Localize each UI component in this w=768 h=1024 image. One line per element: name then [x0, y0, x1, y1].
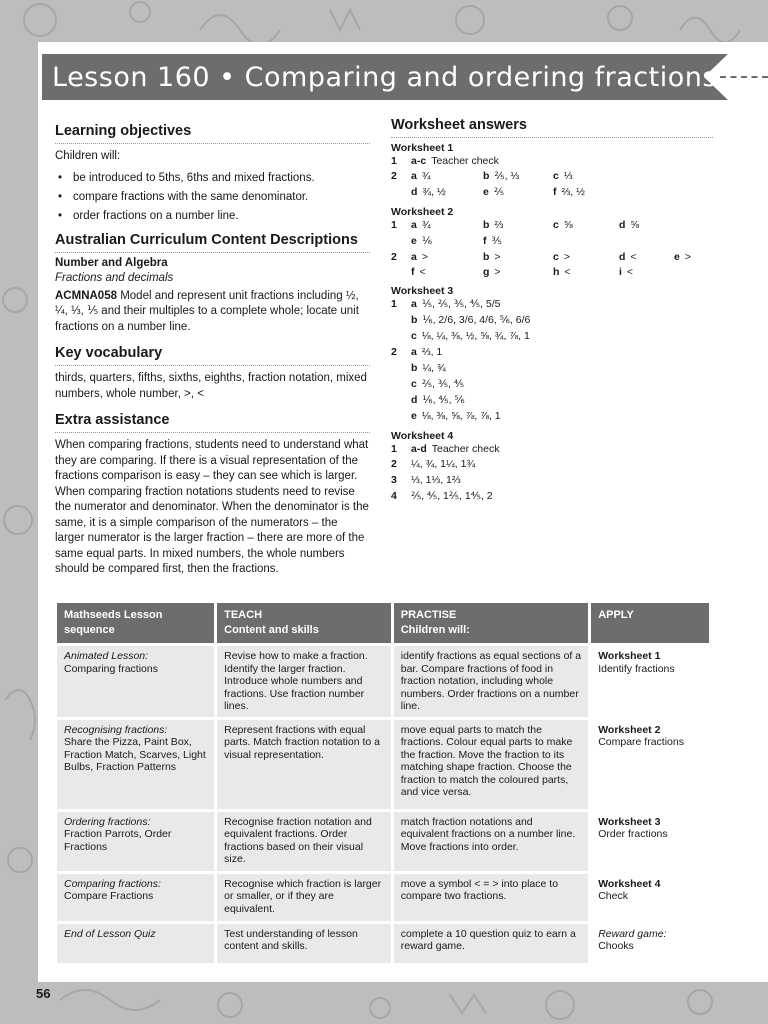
answers-heading: Worksheet answers: [391, 117, 713, 138]
lesson-title: Animated Lesson:: [64, 650, 149, 662]
header-lesson-sequence: Mathseeds Lesson sequence: [57, 603, 216, 645]
header-practise: [392, 603, 589, 645]
answer-value: >: [494, 251, 501, 263]
answer-value: ⅖, ⅘, 1⅖, 1⅘, 2: [411, 490, 493, 502]
question-number: 2: [391, 170, 397, 182]
answer-row: [391, 474, 713, 490]
answer-value: ⅗: [491, 235, 502, 247]
question-number: 1: [391, 298, 397, 310]
objectives-heading: Learning objectives: [55, 123, 370, 144]
question-number: 1: [391, 443, 397, 455]
answer-value: ⅛, ⅜, ⅝, ⅞, ⅞, 1: [421, 410, 501, 422]
question-number: 3: [391, 474, 397, 486]
header-teach: [216, 603, 393, 645]
lesson-sequence-table: [57, 603, 712, 966]
apply-cell: [590, 718, 711, 810]
answer-value: <: [419, 266, 426, 278]
objectives-list: [55, 169, 370, 226]
answer-value: ¼, ¾, 1¼, 1¾: [411, 458, 476, 470]
lesson-title: Recognising fractions:: [64, 723, 168, 736]
question-number: 2: [391, 251, 397, 263]
answer-row: c ⅛, ¼, ⅜, ½, ⅝, ¾, ⅞, 1: [411, 330, 530, 342]
apply-title: Worksheet 4: [598, 877, 661, 890]
header-practise-title: PRACTISE: [400, 609, 457, 621]
apply-text: Compare fractions: [598, 736, 684, 748]
apply-cell: [590, 810, 711, 872]
question-number: 4: [391, 490, 397, 502]
apply-text: Identify fractions: [598, 662, 675, 675]
lesson-title: End of Lesson Quiz: [64, 927, 156, 940]
answer-value: ⅙, 2/6, 3/6, 4/6, ⅚, 6/6: [422, 314, 531, 326]
answer-value: ⅙, ⅘, ⅚: [422, 394, 465, 406]
answer-value: >: [421, 251, 428, 263]
answer-row: d ⅙, ⅘, ⅚: [411, 394, 465, 406]
lesson-detail: Comparing fractions: [64, 662, 158, 675]
teach-cell: Represent fractions with equal parts. Match fraction notation to a visual representation.: [216, 718, 393, 810]
worksheet-4-label: Worksheet 4: [391, 430, 454, 442]
lesson-cell: [57, 718, 216, 810]
header-teach-sub: Content and skills: [224, 624, 319, 636]
curriculum-code: ACMNA058: [55, 289, 117, 302]
apply-text: Chooks: [598, 940, 634, 952]
vocabulary-heading: Key vocabulary: [55, 345, 370, 366]
lesson-title: Comparing fractions:: [64, 877, 161, 890]
apply-title: Worksheet 1: [598, 650, 661, 662]
answer-row: 1 a ¾ b ⅔ c ⅝ d ⅝: [391, 219, 640, 231]
extra-assistance-text: When comparing fractions, students need to understand what they are comparing. If there is a visual representation of the fractions comparison is easy – they can see which is larger. When comparing fraction notations students need to revise the numerator and denominator. When the denominator is the same, it is a simple comparison of the numerators – the larger numerator is the larger fraction – there are more of the same equal parts. In mixed numbers, the whole numbers should be compared first, then the fractions.: [55, 439, 369, 575]
answer-row: 2 a ⅔, 1: [391, 346, 443, 358]
answer-value: ¾, ½: [422, 186, 446, 198]
table-row: [57, 645, 711, 719]
apply-text: Order fractions: [598, 828, 668, 840]
practise-cell: identify fractions as equal sections of a bar. Compare fractions of food in fraction notation, including whole numbers. Order fractions on a number line.: [392, 645, 589, 719]
answer-value: >: [494, 266, 501, 278]
lesson-title: Ordering fractions:: [64, 815, 151, 828]
objective-item: • be introduced to 5ths, 6ths and mixed fractions.: [55, 169, 370, 188]
apply-title: Worksheet 3: [598, 815, 661, 828]
teach-cell: Recognise fraction notation and equivalent fractions. Order fractions based on their visual size.: [216, 810, 393, 872]
apply-cell: [590, 922, 711, 964]
worksheet-3-label: Worksheet 3: [391, 285, 454, 297]
header-apply: APPLY: [590, 603, 711, 645]
answer-row: e ⅙ f ⅗: [411, 235, 502, 247]
lesson-cell: [57, 922, 216, 964]
answer-value: ⅖, ⅗, ⅘: [421, 378, 465, 390]
answer-value: >: [684, 251, 691, 263]
answer-row: f < g > h < i <: [411, 266, 634, 278]
lesson-detail: Fraction Parrots, Order Fractions: [64, 828, 172, 853]
answer-row: c ⅖, ⅗, ⅘: [411, 378, 465, 390]
table-row: [57, 718, 711, 810]
curriculum-heading: Australian Curriculum Content Descriptions: [55, 232, 370, 253]
answer-value: ⅖, ⅓: [494, 170, 520, 182]
lesson-detail: Compare Fractions: [64, 890, 154, 902]
answer-row: 2 a > b > c > d < e >: [391, 251, 691, 263]
answer-row: 1 a ⅕, ⅖, ⅗, ⅘, 5/5: [391, 298, 501, 310]
curriculum-text: Model and represent unit fractions including ½, ¼, ⅓, ⅕ and their multiples to a complete whole; locate unit fractions on a number line.: [55, 289, 359, 333]
practise-cell: move a symbol < = > into place to compare two fractions.: [392, 872, 589, 922]
curriculum-strand: Number and Algebra: [55, 256, 168, 269]
question-number: 2: [391, 458, 397, 470]
table-row: [57, 810, 711, 872]
answer-value: ¼, ¾: [422, 362, 446, 374]
vocabulary-text: thirds, quarters, fifths, sixths, eighths, fraction notation, mixed numbers, whole number, >, <: [55, 372, 367, 400]
answer-value: ⅔, ½: [561, 186, 585, 198]
curriculum-description: [55, 289, 370, 336]
answer-value: ⅓, 1⅓, 1⅔: [411, 474, 461, 486]
answer-value: <: [626, 266, 634, 278]
answers-column: [391, 117, 713, 506]
teach-cell: Recognise which fraction is larger or smaller, or if they are equivalent.: [216, 872, 393, 922]
lesson-cell: [57, 872, 216, 922]
banner-dashed-line: [720, 76, 768, 78]
answer-value: Teacher check: [431, 155, 499, 167]
answer-value: >: [563, 251, 570, 263]
lesson-cell: [57, 810, 216, 872]
answer-value: ⅛, ¼, ⅜, ½, ⅝, ¾, ⅞, 1: [421, 330, 530, 342]
part-label: a-c: [411, 155, 427, 167]
answer-value: ⅖: [493, 186, 505, 198]
answer-value: ⅝: [630, 219, 640, 231]
left-column: [55, 117, 370, 582]
answer-value: ⅓: [563, 170, 573, 182]
answer-value: ⅙: [421, 235, 433, 247]
lesson-detail: Share the Pizza, Paint Box, Fraction Match, Scarves, Light Bulbs, Fraction Patterns: [64, 736, 206, 773]
answer-value: ⅕, ⅖, ⅗, ⅘, 5/5: [421, 298, 501, 310]
question-number: 1: [391, 155, 397, 167]
objective-item: • compare fractions with the same denominator.: [55, 188, 370, 207]
objectives-intro: Children will:: [55, 150, 121, 162]
practise-cell: move equal parts to match the fractions. Colour equal parts to make the fraction. Move the fraction to its matching shape fraction. Choose the fraction to match the coloured parts, and vice versa.: [392, 718, 589, 810]
answer-value: ⅔: [494, 219, 504, 231]
answer-value: <: [630, 251, 637, 263]
page-number: 56: [36, 986, 51, 1001]
part-label: a-d: [411, 443, 427, 455]
teach-cell: Revise how to make a fraction. Identify the larger fraction. Introduce whole numbers and fractions. Use fraction number lines.: [216, 645, 393, 719]
answer-row: b ⅙, 2/6, 3/6, 4/6, ⅚, 6/6: [411, 314, 531, 326]
answer-row: 2 a ¾ b ⅖, ⅓ c ⅓: [391, 170, 573, 182]
apply-title: Reward game:: [598, 927, 667, 940]
header-practise-sub: Children will:: [400, 624, 470, 636]
lesson-cell: [57, 645, 216, 719]
answer-value: ¾: [421, 219, 431, 231]
curriculum-substrand: Fractions and decimals: [55, 271, 174, 284]
table-header-row: [57, 603, 711, 645]
apply-text: Check: [598, 890, 628, 902]
answer-value: <: [564, 266, 571, 278]
answer-row: b ¼, ¾: [411, 362, 446, 374]
question-number: 2: [391, 346, 397, 358]
question-number: 1: [391, 219, 397, 231]
answer-row: e ⅛, ⅜, ⅝, ⅞, ⅞, 1: [411, 410, 501, 422]
objective-item: • order fractions on a number line.: [55, 207, 370, 226]
page-title: Lesson 160 • Comparing and ordering fractions: [52, 62, 717, 93]
apply-title: Worksheet 2: [598, 723, 661, 736]
answer-row: [391, 458, 713, 474]
answer-row: [391, 155, 713, 170]
apply-cell: [590, 645, 711, 719]
answer-row: d ¾, ½ e ⅖ f ⅔, ½: [411, 186, 585, 198]
teach-cell: Test understanding of lesson content and skills.: [216, 922, 393, 964]
apply-cell: [590, 872, 711, 922]
answer-row: [391, 490, 713, 506]
answer-value: ⅝: [563, 219, 573, 231]
worksheet-2-label: Worksheet 2: [391, 206, 454, 218]
answer-value: ⅔, 1: [421, 346, 443, 358]
table-row: [57, 922, 711, 964]
answer-value: Teacher check: [431, 443, 500, 455]
practise-cell: complete a 10 question quiz to earn a reward game.: [392, 922, 589, 964]
table-row: [57, 872, 711, 922]
practise-cell: match fraction notations and equivalent fractions on a number line. Move fractions into order.: [392, 810, 589, 872]
extra-assistance-heading: Extra assistance: [55, 412, 370, 433]
answer-row: [391, 443, 713, 458]
worksheet-1-label: Worksheet 1: [391, 142, 454, 154]
answer-value: ¾: [421, 170, 431, 182]
header-teach-title: TEACH: [224, 609, 263, 621]
